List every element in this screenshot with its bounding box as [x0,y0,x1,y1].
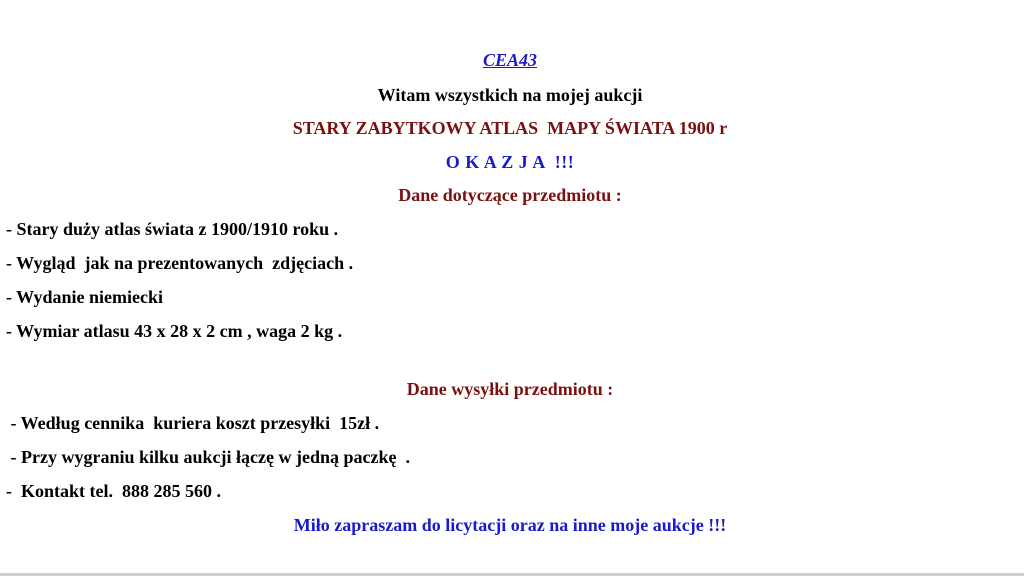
item-detail-line: - Wygląd jak na prezentowanych zdjęciach . [6,253,354,273]
listing-code-link[interactable]: CEA43 [482,50,538,70]
item-section-title: Dane dotyczące przedmiotu : [398,185,622,205]
item-detail-line: - Stary duży atlas świata z 1900/1910 roku . [6,219,339,239]
contact-line: - Kontakt tel. 888 285 560 . [6,481,221,501]
shipping-detail-line: - Przy wygraniu kilku aukcji łączę w jedną paczkę . [6,447,410,467]
item-detail-line: - Wydanie niemiecki [6,287,163,307]
shipping-detail-line: - Według cennika kuriera koszt przesyłki 15zł . [6,413,380,433]
shipping-section-title: Dane wysyłki przedmiotu : [406,379,614,399]
item-detail-line: - Wymiar atlasu 43 x 28 x 2 cm , waga 2 kg . [6,321,343,341]
greeting-text: Witam wszystkich na mojej aukcji [377,85,643,105]
promo-text: O K A Z J A !!! [445,152,575,172]
closing-invitation: Miło zapraszam do licytacji oraz na inne moje aukcje !!! [293,515,727,535]
listing-headline: STARY ZABYTKOWY ATLAS MAPY ŚWIATA 1900 r [292,118,728,138]
